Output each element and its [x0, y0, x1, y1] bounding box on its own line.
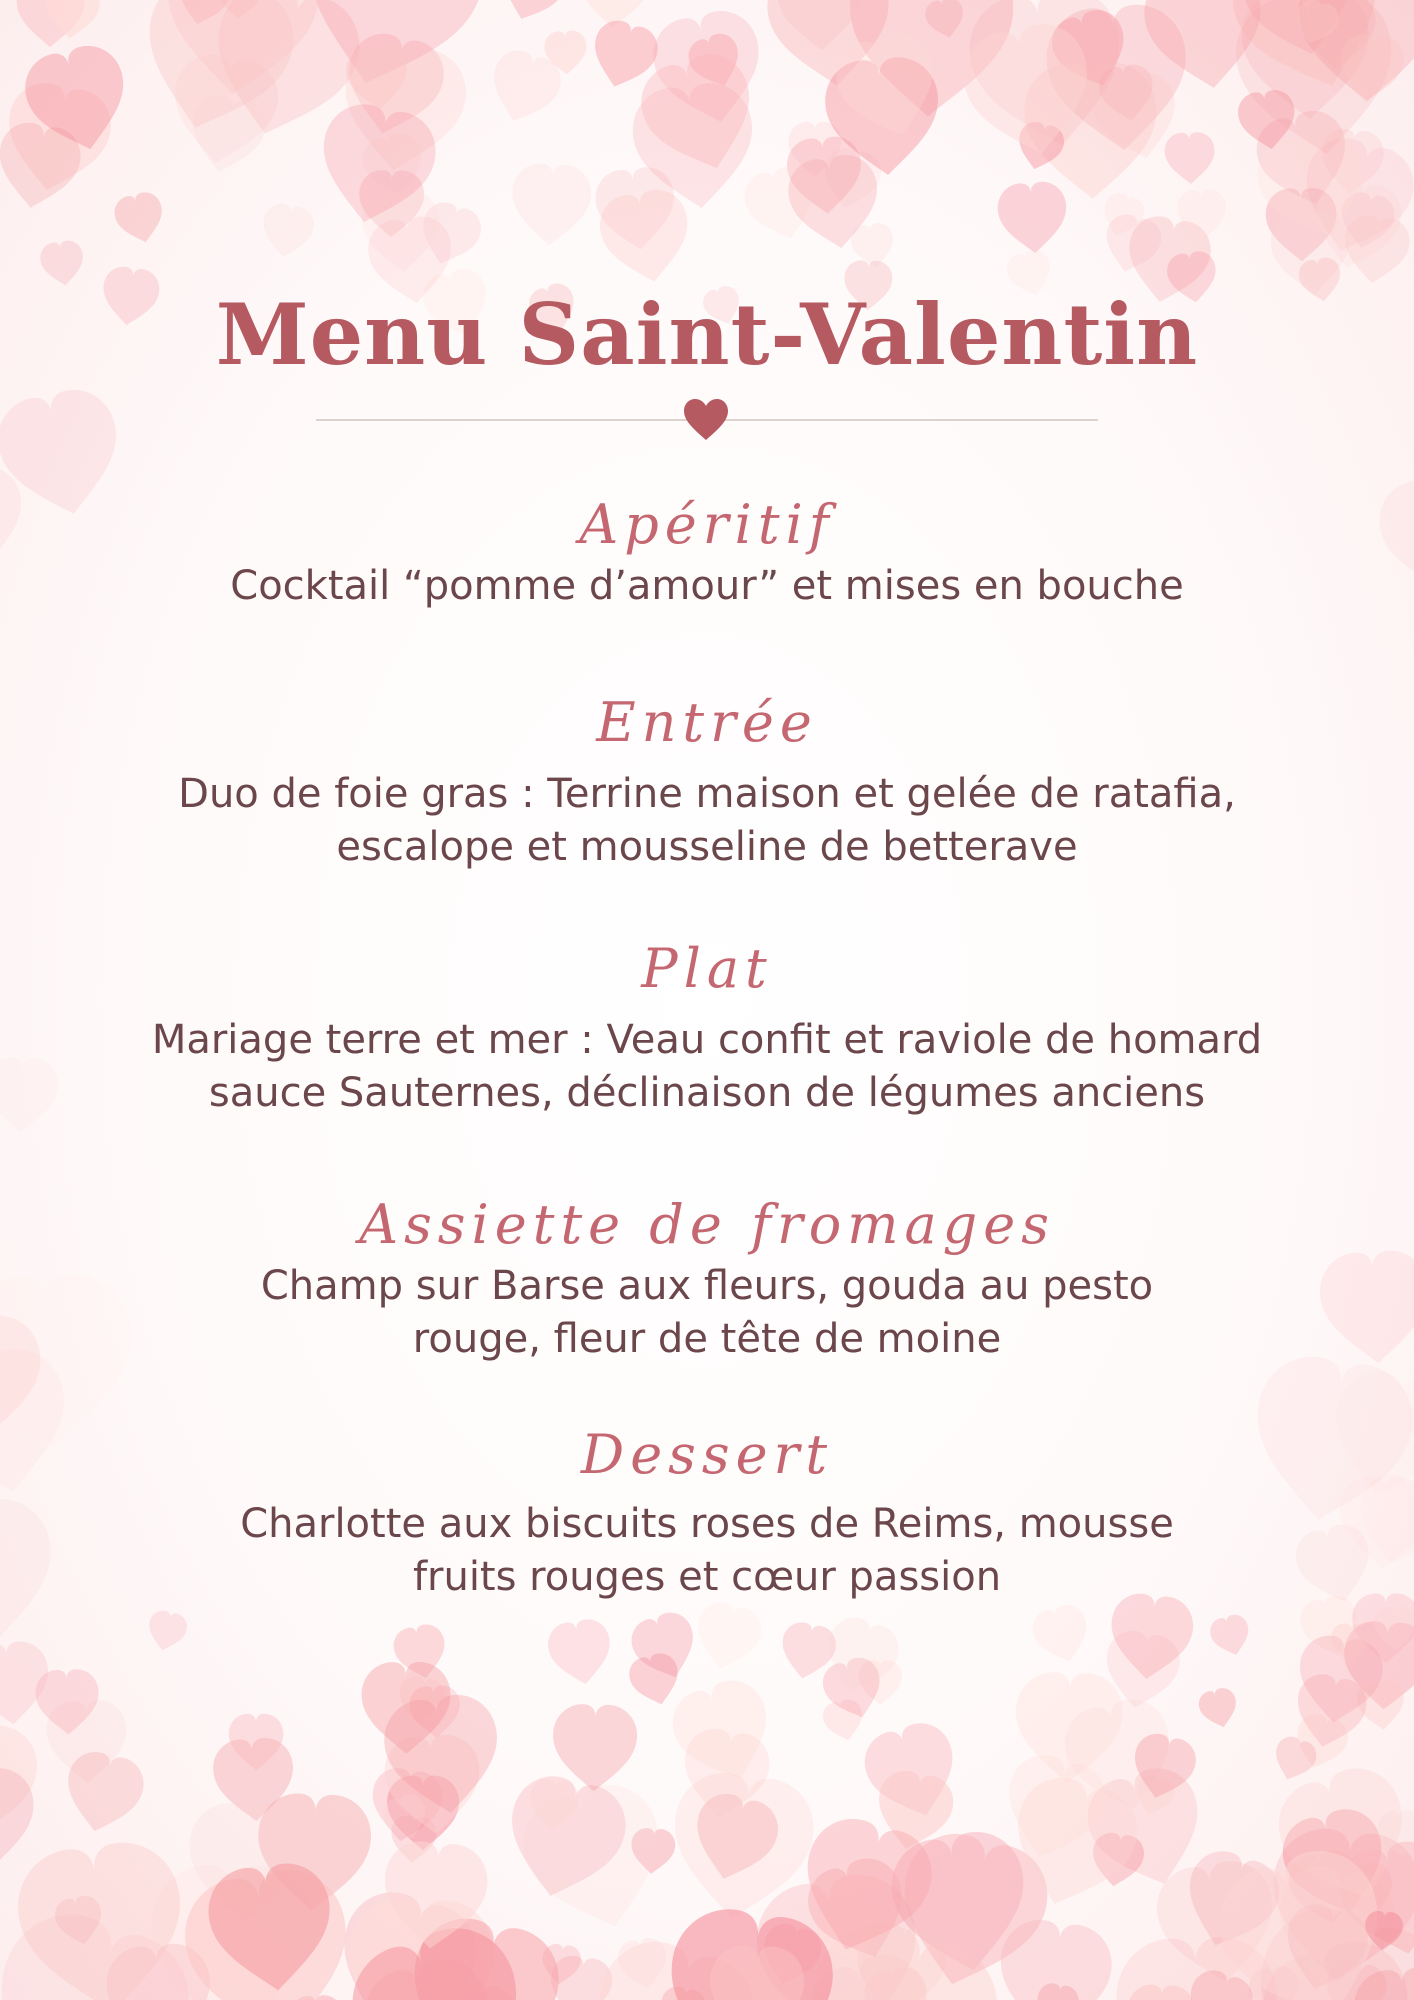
course-name: Apéritif: [579, 493, 835, 556]
heart-icon: [682, 398, 730, 442]
course-name: Entrée: [596, 691, 818, 754]
course-description: Charlotte aux biscuits roses de Reims, mousse fruits rouges et cœur passion: [240, 1501, 1174, 1600]
course-name: Assiette de fromages: [359, 1193, 1055, 1256]
course-fromages: [80, 1190, 1334, 1366]
course-description: Champ sur Barse aux fleurs, gouda au pesto rouge, fleur de tête de moine: [260, 1263, 1154, 1362]
course-entree: [80, 688, 1334, 874]
course-name: Dessert: [580, 1423, 834, 1486]
course-description: Cocktail “pomme d’amour” et mises en bouche: [230, 563, 1184, 609]
course-description: Duo de foie gras : Terrine maison et gelée de ratafia, escalope et mousseline de betterave: [178, 771, 1236, 870]
course-dessert: [80, 1420, 1334, 1604]
course-aperitif: [80, 490, 1334, 613]
menu-title: Menu Saint-Valentin: [215, 285, 1199, 384]
course-description: Mariage terre et mer : Veau confit et raviole de homard sauce Sauternes, déclinaison de légumes anciens: [151, 1017, 1263, 1116]
course-name: Plat: [641, 937, 773, 1000]
course-plat: [80, 934, 1334, 1120]
